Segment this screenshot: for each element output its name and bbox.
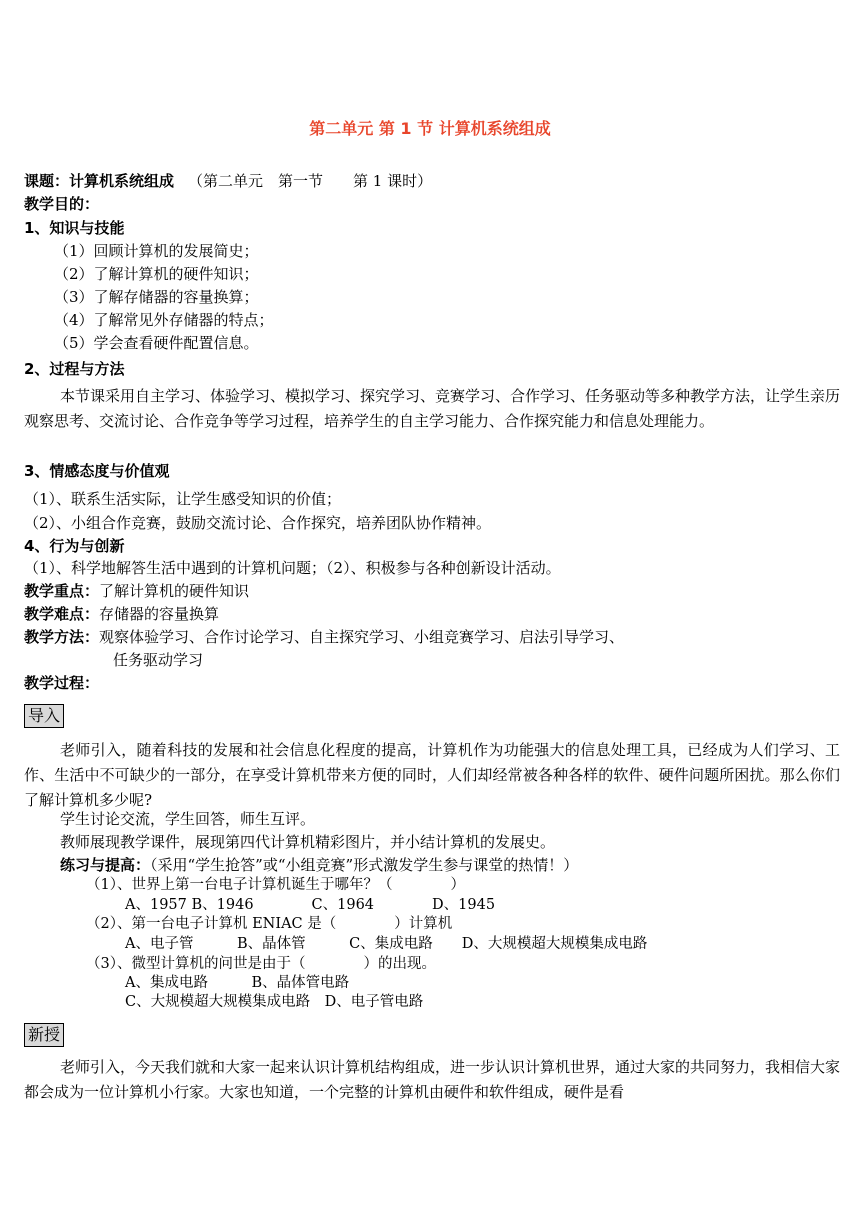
intro-line-2: 学生讨论交流，学生回答，师生互评。 — [60, 810, 316, 828]
section-1-heading: 1、知识与技能 — [24, 219, 125, 237]
section-4-heading: 4、行为与创新 — [24, 537, 125, 555]
method-value-1: 观察体验学习、合作讨论学习、自主探究学习、小组竞赛学习、启法引导学习、 — [99, 628, 625, 646]
s3-item-1: （1）、联系生活实际，让学生感受知识的价值； — [24, 490, 342, 508]
s2-paragraph: 本节课采用自主学习、体验学习、模拟学习、探究学习、竞赛学习、合作学习、任务驱动等多种教学方法，让学生亲历观察思考、交流讨论、合作竞争等学习过程，培养学生的自主学习能力、合作探究能力和信息处理能力。 — [24, 387, 841, 430]
key-value: 了解计算机的硬件知识 — [99, 582, 250, 600]
question-1-options: A、1957 B、1946 C、1964 D、1945 — [125, 897, 496, 913]
difficulty — [24, 603, 840, 625]
key-label: 教学重点： — [24, 582, 100, 600]
section-3-heading: 3、情感态度与价值观 — [24, 462, 170, 480]
s1-item-1: （1）回顾计算机的发展简史； — [54, 242, 259, 260]
topic-detail: （第二单元 第一节 第 1 课时） — [188, 172, 433, 190]
question-1: （1）、世界上第一台电子计算机诞生于哪年？（ ） — [86, 877, 465, 893]
question-3: （3）、微型计算机的问世是由于（ ）的出现。 — [86, 956, 436, 972]
intro-box: 导入 — [24, 704, 64, 728]
method-value-2: 任务驱动学习 — [113, 651, 204, 669]
question-3-options-2: C、大规模超大规模集成电路 D、电子管电路 — [125, 994, 424, 1010]
difficulty-value: 存储器的容量换算 — [99, 605, 220, 623]
method — [24, 626, 840, 648]
method-label: 教学方法： — [24, 628, 100, 646]
s4-text: （1）、科学地解答生活中遇到的计算机问题；（2）、积极参与各种创新设计活动。 — [24, 559, 561, 577]
s3-item-2: （2）、小组合作竞赛，鼓励交流讨论、合作探究，培养团队协作精神。 — [24, 514, 492, 532]
intro-line-3: 教师展现教学课件，展现第四代计算机精彩图片，并小结计算机的发展史。 — [60, 833, 556, 851]
question-2-options: A、电子管 B、晶体管 C、集成电路 D、大规模超大规模集成电路 — [125, 936, 648, 952]
section-2-heading: 2、过程与方法 — [24, 360, 125, 378]
s1-item-5: （5）学会查看硬件配置信息。 — [54, 334, 259, 352]
key-point — [24, 580, 840, 602]
practice-label: 练习与提高： — [60, 856, 151, 874]
difficulty-label: 教学难点： — [24, 605, 100, 623]
intro-paragraph: 老师引入，随着科技的发展和社会信息化程度的提高，计算机作为功能强大的信息处理工具，已经成为人们学习、工作、生活中不可缺少的一部分，在享受计算机带来方便的同时，人们却经常被各种各样的软件、硬件问题所困扰。那么你们了解计算机多少呢? — [24, 741, 840, 809]
s1-item-4: （4）了解常见外存储器的特点； — [54, 311, 274, 329]
new-lesson-paragraph: 老师引入，今天我们就和大家一起来认识计算机结构组成，进一步认识计算机世界，通过大家的共同努力，我相信大家都会成为一位计算机小行家。大家也知道，一个完整的计算机由硬件和软件组成，硬件是看 — [24, 1058, 841, 1101]
s1-item-2: （2）了解计算机的硬件知识； — [54, 265, 259, 283]
question-3-options-1: A、集成电路 B、晶体管电路 — [125, 975, 350, 991]
practice-line — [60, 854, 840, 876]
process-heading: 教学过程： — [24, 674, 100, 692]
goals-heading: 教学目的： — [24, 195, 100, 213]
new-lesson-box: 新授 — [24, 1023, 64, 1047]
topic-line — [24, 170, 840, 192]
topic-label: 课题：计算机系统组成 — [24, 172, 175, 190]
question-2: （2）、第一台电子计算机 ENIAC 是（ ）计算机 — [86, 916, 453, 932]
page-title: 第二单元 第 1 节 计算机系统组成 — [309, 119, 551, 138]
s1-item-3: （3）了解存储器的容量换算； — [54, 288, 259, 306]
practice-note: （采用“学生抢答”或“小组竞赛”形式激发学生参与课堂的热情！） — [150, 856, 579, 874]
